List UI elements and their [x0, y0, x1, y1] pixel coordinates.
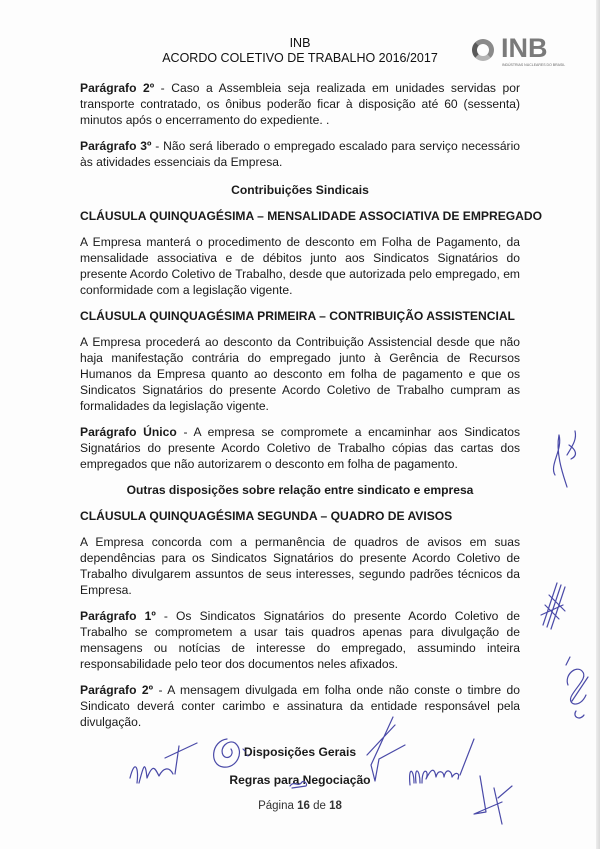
scan-edge: [596, 0, 600, 849]
inb-logo: [470, 33, 570, 72]
ring-logo-icon: [472, 39, 494, 61]
paragraph-label: Parágrafo 1º: [80, 609, 156, 623]
page-current: 16: [297, 800, 310, 812]
clause-text: A Empresa concorda com a permanência de quadros de avisos em suas dependências para os Sindicatos Signatários do presente Acordo Coletivo de Trabalho divulgarem assuntos de seus interesses, segundo padrões técnicos da Empresa.: [80, 535, 520, 597]
document-body: [80, 80, 543, 798]
paragraph-text: - Caso a Assembleia seja realizada em unidades servidas por transporte contratado, os ônibus poderão ficar à disposição até 60 (sessenta) minutos após o encerramento do expediente. .: [80, 81, 520, 127]
paragraph-text: - A mensagem divulgada em folha onde não conste o timbre do Sindicato deverá conter carimbo e assinatura da entidade responsável pela divulgação.: [80, 683, 520, 729]
signature-right-2: [535, 575, 575, 635]
paragraph-1: [80, 608, 520, 672]
signature-right-1: [545, 425, 585, 495]
logo-tagline: INDÚSTRIAS NUCLEARES DO BRASIL: [502, 63, 566, 67]
section-heading: Outras disposições sobre relação entre sindicato e empresa: [126, 483, 474, 497]
clause-text: A Empresa manterá o procedimento de desconto em Folha de Pagamento, da mensalidade associativa e de débitos junto aos Sindicatos Signatários do presente Acordo Coletivo de Trabalho, desde que autorizada pelo empregado, em conformidade com a legislação vigente.: [80, 235, 520, 297]
page-footer: [0, 800, 600, 812]
clause-title: CLÁUSULA QUINQUAGÉSIMA – MENSALIDADE ASSOCIATIVA DE EMPREGADO: [80, 209, 543, 223]
section-heading: Regras para Negociação: [229, 773, 371, 787]
paragraph-2b: [80, 682, 520, 730]
paragraph-text: - A empresa se compromete a encaminhar aos Sindicatos Signatários do presente Acordo Coletivo de Trabalho cópias das cartas dos empregados que não autorizarem o desconto em folha de pagamento.: [80, 425, 520, 471]
page-prefix: Página: [258, 800, 298, 812]
paragraph-unico: [80, 424, 520, 472]
header-title: ACORDO COLETIVO DE TRABALHO 2016/2017: [162, 51, 438, 65]
signature-right-3: [562, 655, 594, 725]
logo-text: INB: [501, 33, 548, 63]
section-heading: Disposições Gerais: [243, 745, 357, 759]
clause-title: CLÁUSULA QUINQUAGÉSIMA SEGUNDA – QUADRO DE AVISOS: [80, 509, 453, 523]
header-org: INB: [289, 36, 311, 50]
section-heading: Contribuições Sindicais: [231, 183, 369, 197]
paragraph-label: Parágrafo 3º: [80, 139, 152, 153]
page-sep: de: [309, 800, 330, 812]
clause-title: CLÁUSULA QUINQUAGÉSIMA PRIMEIRA – CONTRIBUIÇÃO ASSISTENCIAL: [80, 309, 515, 323]
clause-text: A Empresa procederá ao desconto da Contribuição Assistencial desde que não haja manifestação contrária do empregado junto à Gerência de Recursos Humanos da Empresa quanto ao desconto em folha de pagamento e que os Sindicatos Signatários do presente Acordo Coletivo de Trabalho cumpram as formalidades da legislação vigente.: [80, 335, 520, 413]
paragraph-text: - Os Sindicatos Signatários do presente Acordo Coletivo de Trabalho se comprometem a usar tais quadros apenas para divulgação de mensagens ou notícias de interesse do empregado, assumindo inteira responsabilidade pelo teor dos documentos neles afixados.: [80, 609, 520, 671]
paragraph-label: Parágrafo Único: [80, 425, 177, 439]
paragraph-label: Parágrafo 2º: [80, 81, 155, 95]
paragraph-2: [80, 80, 520, 128]
paragraph-3: [80, 138, 520, 170]
paragraph-text: - Não será liberado o empregado escalado para serviço necessário às atividades essenciais da Empresa.: [80, 139, 520, 169]
paragraph-label: Parágrafo 2º: [80, 683, 154, 697]
page-total: 18: [329, 800, 342, 812]
